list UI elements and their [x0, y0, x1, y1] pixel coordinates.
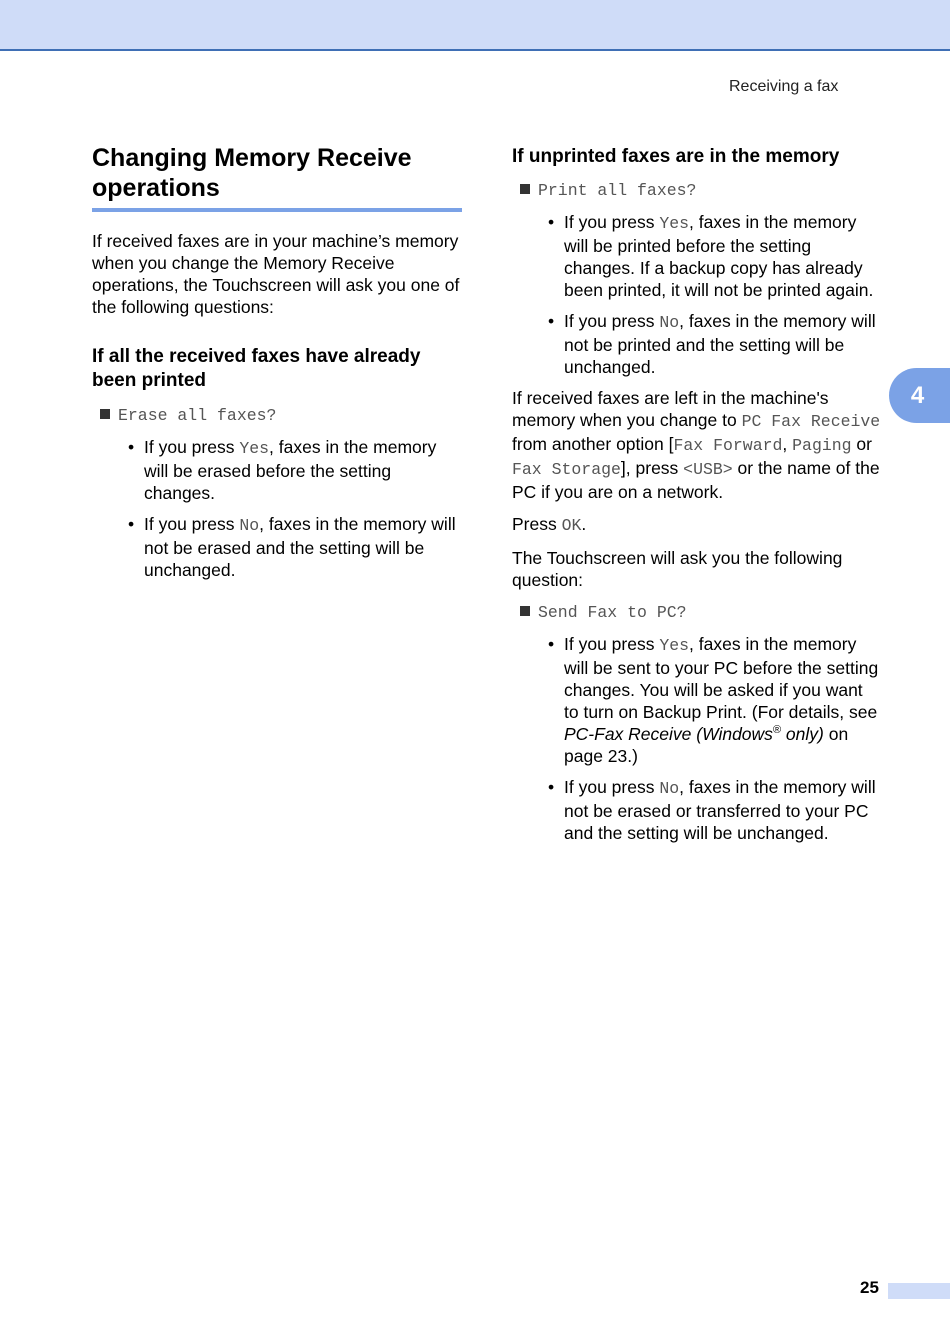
list-item: [92, 436, 462, 504]
running-header: Receiving a fax: [729, 78, 839, 95]
subheading-unprinted: If unprinted faxes are in the memory: [512, 146, 840, 167]
list-item: [512, 211, 882, 301]
key-yes: Yes: [659, 636, 690, 655]
bullet-text: If you press: [564, 777, 660, 797]
bullet-text: , faxes in the memory will not be erased or transferred to your PC and the setting will be unchanged.: [564, 777, 876, 843]
bullet-text: , faxes in the memory will be erased before the setting changes.: [144, 437, 437, 503]
bullet-dot-icon: •: [128, 514, 135, 534]
bullet-text: on page 23.): [564, 724, 849, 766]
question-text: Send Fax to PC?: [538, 603, 687, 622]
key-paging: Paging: [792, 436, 852, 455]
question-text: Erase all faxes?: [118, 406, 277, 425]
question-text: Print all faxes?: [538, 181, 697, 200]
key-usb: <USB>: [683, 460, 733, 479]
key-yes: Yes: [659, 214, 690, 233]
page-number: 25: [860, 1278, 879, 1297]
paragraph-text: from another option [: [512, 434, 674, 454]
cross-reference: PC-Fax Receive (Windows: [564, 724, 773, 744]
bullet-dot-icon: •: [548, 212, 555, 232]
list-item: [512, 310, 882, 378]
list-item: [512, 633, 882, 767]
question-erase: [92, 403, 462, 427]
bullet-text: If you press: [564, 212, 660, 232]
bullet-text: , faxes in the memory will be printed before the setting changes. If a backup copy has already been printed, it will not be printed again.: [564, 212, 874, 300]
cross-reference: only): [781, 724, 824, 744]
registered-mark: ®: [772, 724, 782, 737]
top-header-band: [0, 0, 950, 51]
subheading-printed: If all the received faxes have already been printed: [92, 346, 421, 391]
page-number-bar: [888, 1283, 950, 1299]
bullet-text: If you press: [144, 514, 240, 534]
paragraph-text: If received faxes are left in the machine's memory when you change to: [512, 388, 829, 430]
bullet-dot-icon: •: [548, 777, 555, 797]
paragraph-text: ], press: [620, 458, 684, 478]
key-fax-storage: Fax Storage: [512, 460, 621, 479]
square-bullet-icon: [520, 606, 530, 616]
bullet-dot-icon: •: [548, 311, 555, 331]
bullet-text: If you press: [564, 634, 660, 654]
bullet-text: , faxes in the memory will not be printed and the setting will be unchanged.: [564, 311, 876, 377]
list-item: [512, 776, 882, 844]
key-no: No: [659, 313, 680, 332]
bullet-text: If you press: [144, 437, 240, 457]
paragraph-text: ,: [782, 434, 793, 454]
pc-fax-paragraph: [512, 387, 882, 503]
question-print: [512, 178, 882, 202]
key-fax-forward: Fax Forward: [673, 436, 783, 455]
bullet-text: , faxes in the memory will not be erased and the setting will be unchanged.: [144, 514, 456, 580]
paragraph-text: .: [581, 514, 587, 534]
paragraph-text: or: [851, 434, 872, 454]
chapter-tab: 4: [889, 368, 950, 423]
bullet-text: , faxes in the memory will be sent to your PC before the setting changes. You will be asked if you want to turn on Backup Print. (For details, see: [564, 634, 879, 722]
paragraph-text: Press: [512, 514, 562, 534]
right-column: [512, 143, 882, 844]
key-no: No: [239, 516, 260, 535]
touchscreen-paragraph: The Touchscreen will ask you the following question:: [512, 548, 843, 590]
key-no: No: [659, 779, 680, 798]
square-bullet-icon: [100, 409, 110, 419]
intro-paragraph: If received faxes are in your machine’s memory when you change the Memory Receive operations, the Touchscreen will ask you one of the following questions:: [92, 231, 460, 317]
key-pc-fax-receive: PC Fax Receive: [741, 412, 881, 431]
list-item: [92, 513, 462, 581]
bullet-text: If you press: [564, 311, 660, 331]
key-ok: OK: [561, 516, 582, 535]
bullet-dot-icon: •: [128, 437, 135, 457]
left-column: [92, 143, 462, 581]
square-bullet-icon: [520, 184, 530, 194]
press-ok-paragraph: [512, 513, 882, 537]
key-yes: Yes: [239, 439, 270, 458]
paragraph-text: or the name of the PC if you are on a network.: [512, 458, 880, 502]
question-send: [512, 600, 882, 624]
section-heading: Changing Memory Receive operations: [92, 143, 462, 212]
bullet-dot-icon: •: [548, 634, 555, 654]
